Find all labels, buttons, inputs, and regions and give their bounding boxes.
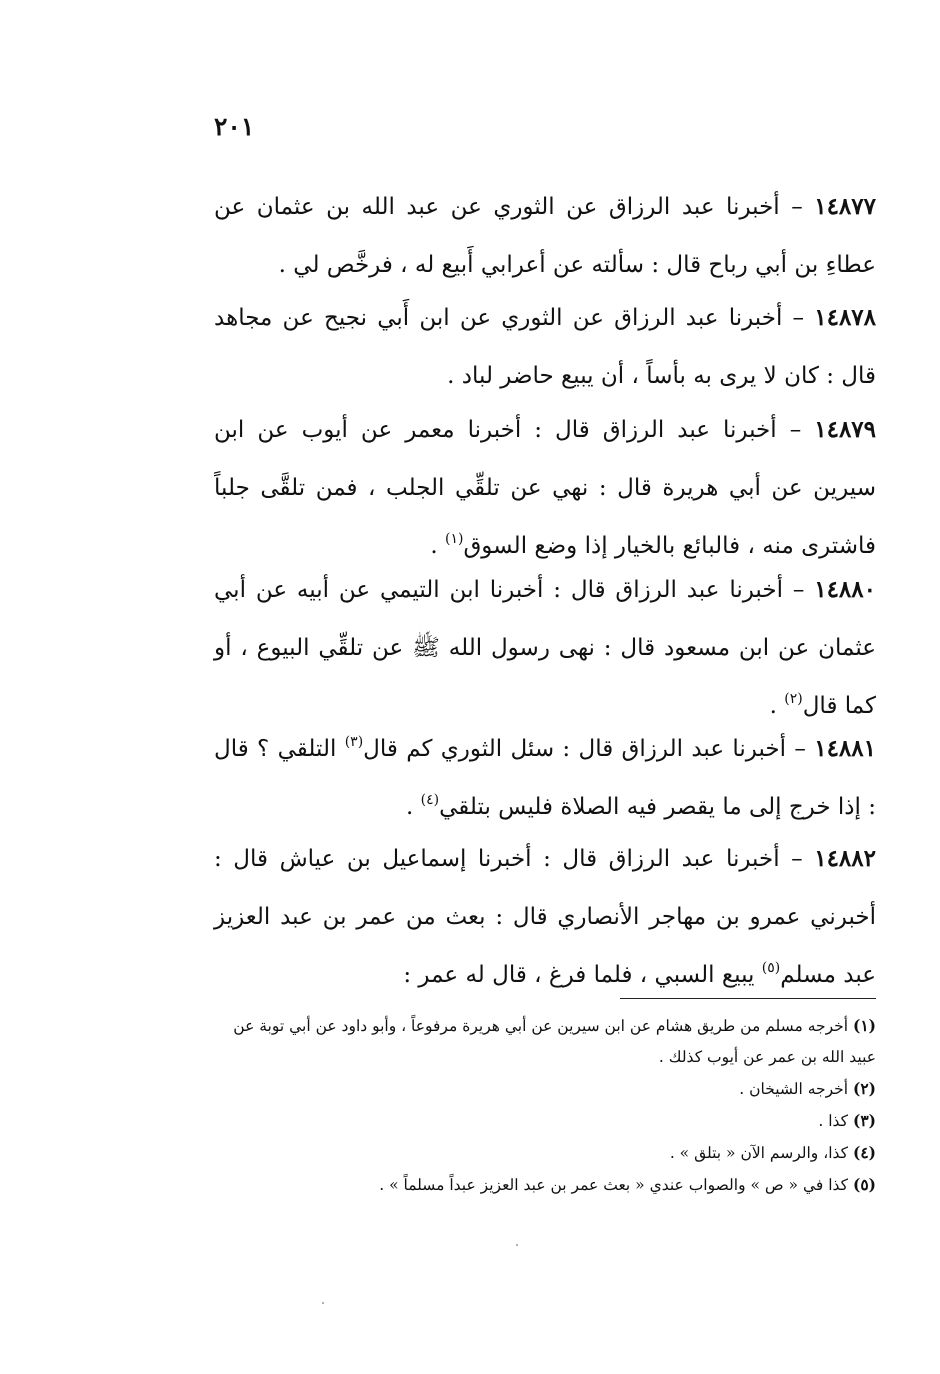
hadith-text: – أخبرنا عبد الرزاق قال : أخبرنا ابن التيمي عن أبيه عن أبي عثمان عن ابن مسعود قال : نهى رسول الله ﷺ عن تلقِّي البيوع ، أو كما قال bbox=[214, 577, 876, 719]
hadith-text-end: . bbox=[405, 794, 421, 820]
hadith-number: ١٤٨٨٢ bbox=[814, 845, 876, 872]
hadith-entry bbox=[214, 289, 876, 405]
footnote-marker: (٥) bbox=[761, 960, 781, 976]
scan-speck bbox=[322, 1302, 324, 1304]
scan-speck bbox=[516, 1244, 518, 1246]
hadith-entry bbox=[214, 561, 876, 735]
page-number: ٢٠١ bbox=[214, 112, 255, 141]
footnote bbox=[218, 1073, 876, 1105]
footnote-number: (١) bbox=[852, 1016, 876, 1035]
hadith-number: ١٤٨٧٧ bbox=[814, 193, 876, 220]
footnote bbox=[218, 1010, 876, 1073]
hadith-entry bbox=[214, 401, 876, 575]
footnote-text: كذا . bbox=[818, 1112, 849, 1130]
hadith-entry bbox=[214, 830, 876, 1004]
footnote-number: (٤) bbox=[852, 1143, 876, 1162]
hadith-number: ١٤٨٨١ bbox=[814, 735, 876, 762]
footnote-text: أخرجه مسلم من طريق هشام عن ابن سيرين عن أبي هريرة مرفوعاً ، وأبو داود عن أبي توبة عن عبيد الله بن عمر عن أيوب كذلك . bbox=[233, 1017, 876, 1066]
footnote-number: (٥) bbox=[852, 1175, 876, 1194]
hadith-number: ١٤٨٧٩ bbox=[814, 416, 877, 443]
hadith-text: – أخبرنا عبد الرزاق قال : أخبرنا إسماعيل بن عياش قال : أخبرني عمرو بن مهاجر الأنصاري قال : بعث من عمر بن عبد العزيز عبد مسلم bbox=[214, 846, 876, 988]
hadith-text-end: . bbox=[769, 693, 785, 719]
hadith-text-middle: التلقي ؟ قال : إذا خرج إلى ما يقصر فيه الصلاة فليس بتلقي bbox=[214, 736, 876, 820]
hadith-entry bbox=[214, 720, 876, 836]
footnote bbox=[218, 1137, 876, 1169]
footnote-text: كذا في « ص » والصواب عندي « بعث عمر بن عبد العزيز عبداً مسلماً » . bbox=[379, 1176, 849, 1194]
hadith-text-end: . bbox=[430, 533, 445, 559]
footnotes-section bbox=[218, 1010, 876, 1201]
footnote-marker: (٤) bbox=[420, 792, 440, 808]
footnote bbox=[218, 1169, 876, 1201]
hadith-number: ١٤٨٨٠ bbox=[814, 576, 876, 603]
footnote-separator bbox=[620, 998, 876, 999]
footnote-text: أخرجه الشيخان . bbox=[739, 1080, 849, 1098]
footnote-marker: (٣) bbox=[344, 734, 364, 750]
hadith-text: – أخبرنا عبد الرزاق عن الثوري عن عبد الله بن عثمان عن عطاءِ بن أبي رباح قال : سألته عن أعرابي أَبيع له ، فرخَّص لي . bbox=[214, 194, 876, 278]
hadith-text: – أخبرنا عبد الرزاق قال : أخبرنا معمر عن أيوب عن ابن سيرين عن أبي هريرة قال : نهي عن تلقِّي الجلب ، فمن تلقَّى جلباً فاشترى منه ، فالبائع بالخيار إذا وضع السوق bbox=[214, 417, 876, 559]
hadith-number: ١٤٨٧٨ bbox=[814, 304, 877, 331]
hadith-text: – أخبرنا عبد الرزاق قال : سئل الثوري كم قال bbox=[363, 736, 806, 762]
hadith-text: – أخبرنا عبد الرزاق عن الثوري عن ابن أَبي نجيح عن مجاهد قال : كان لا يرى به بأساً ، أن يبيع حاضر لباد . bbox=[214, 305, 876, 389]
footnote-marker: (٢) bbox=[784, 691, 803, 707]
hadith-text-end: يبيع السبي ، فلما فرغ ، قال له عمر : bbox=[403, 962, 762, 988]
footnote bbox=[218, 1105, 876, 1137]
footnote-number: (٢) bbox=[852, 1079, 876, 1098]
footnote-number: (٣) bbox=[852, 1111, 876, 1130]
footnote-text: كذا، والرسم الآن « بتلق » . bbox=[669, 1144, 849, 1162]
hadith-entry bbox=[214, 178, 876, 294]
footnote-marker: (١) bbox=[444, 531, 464, 547]
